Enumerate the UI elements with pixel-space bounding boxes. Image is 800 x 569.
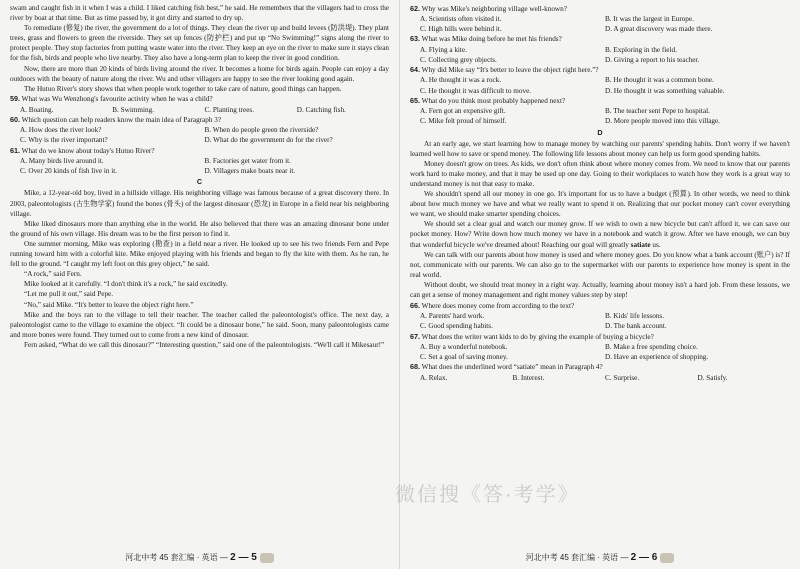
footer-separator: —: [618, 552, 631, 562]
question-stem: Which question can help readers know the main idea of Paragraph 3?: [21, 116, 222, 125]
paragraph-text: We should set a clear goal and watch our money grow. If we wish to own a new bicycle but can't afford it, we can save our pocket money. How? Write down how much money we have in a notebook and watch it grow. After we have enough, we can buy that wonderful bicycle we've dreamed about! Reaching our goal will greatly: [410, 220, 790, 249]
options: [410, 14, 790, 34]
option-c: C. High hills were behind it.: [420, 24, 502, 33]
page-number: 2 — 6: [630, 551, 658, 563]
question-62: [410, 4, 790, 34]
paragraph: Mike and the boys ran to the village to tell their teacher. The teacher called the paleontologist's office. The next day, a paleontologist came to the village to examine the object. “It could be a dinosaur bone,” he said. Soon, many paleontologists came and more bones were found. They turned out to come from a new kind of dinosaur.: [10, 310, 389, 339]
footer-book-title: 河北中考 45 套汇编 · 英语: [525, 552, 619, 562]
option-c: C. He thought it was difficult to move.: [420, 86, 532, 95]
question-59: [10, 94, 389, 114]
question-68: [410, 362, 790, 382]
option-b: B. Swimming.: [112, 105, 154, 114]
question-number: 64.: [410, 65, 420, 75]
option-d: D. Have an experience of shopping.: [605, 352, 709, 361]
paragraph: Mike liked dinosaurs more than anything else in the world. He also believed that there was an amazing dinosaur bone under the ground of his own village. His dream was to be the first person to find it.: [10, 219, 389, 238]
watermark: 微信搜《答·考学》: [395, 484, 580, 506]
question-number: 68.: [410, 362, 420, 372]
question-67: [410, 332, 790, 362]
question-60: [10, 115, 389, 145]
option-d: D. A great discovery was made there.: [605, 24, 713, 33]
options: [410, 106, 790, 126]
option-c: C. Why is the river important?: [20, 136, 108, 145]
paragraph: Mike, a 12-year-old boy, lived in a hillside village. His neighboring village was famous because of a great discovery there. In 2003, paleontologists (古生物学家) found the bones (骨头) of the largest dinosaur (恐龙) in Europe in a field near his neighboring village.: [10, 189, 389, 218]
question-stem: What does the writer want kids to do by giving the example of buying a bicycle?: [421, 332, 654, 341]
option-d: D. He thought it was something valuable.: [605, 86, 725, 95]
option-d: D. Giving a report to his teacher.: [605, 55, 700, 64]
question-number: 62.: [410, 3, 420, 13]
option-b: B. He thought it was a common bone.: [605, 76, 714, 85]
options: [10, 105, 389, 115]
option-d: D. Satisfy.: [697, 373, 728, 382]
page-number: 2 — 5: [230, 551, 257, 563]
question-stem: What do we know about today's Hutuo River?: [21, 147, 155, 156]
question-number: 66.: [410, 300, 420, 310]
paragraph: “No,” said Mike. “It's better to leave the object right here.”: [24, 300, 194, 309]
option-a: A. Flying a kite.: [420, 45, 467, 54]
options: [410, 342, 790, 362]
option-b: B. The teacher sent Pepe to hospital.: [605, 107, 710, 116]
options: [410, 75, 790, 95]
option-d: D. The bank account.: [605, 321, 667, 330]
question-number: 61.: [10, 146, 20, 156]
question-63: [410, 34, 790, 64]
option-a: A. Boating.: [20, 105, 54, 114]
paragraph: Mike looked at it carefully. “I don't think it's a rock,” he said excitedly.: [24, 280, 228, 289]
paragraph: We shouldn't spend all our money in one go. It's important for us to have a budget (预算). In other words, we need to think about how much money we have and what we really want to spend it on. Realizing that our pocket money can't cover everything we want, we should make smarter spending choices.: [410, 190, 790, 219]
option-a: A. Relax.: [420, 373, 448, 382]
option-d: D. What do the government do for the river?: [204, 136, 333, 145]
options: [410, 373, 790, 383]
question-stem: Why did Mike say “It's better to leave the object right here.”?: [421, 66, 599, 75]
option-c: C. Collecting grey objects.: [420, 55, 497, 64]
option-c: C. Surprise.: [605, 373, 640, 382]
page-footer: [0, 553, 399, 563]
options: [10, 156, 389, 176]
question-stem: What do you think most probably happened next?: [421, 97, 566, 106]
question-66: [410, 301, 790, 331]
footer-book-title: 河北中考 45 套汇编 · 英语: [125, 552, 218, 562]
section-heading-d: D: [597, 127, 603, 137]
option-b: B. It was the largest in Europe.: [605, 14, 694, 23]
question-stem: What was Wu Wenzhong's favourite activity when he was a child?: [21, 95, 213, 104]
paragraph: At an early age, we start learning how to manage money by watching our parents' spending habits. Don't worry if we haven't learned well how to save or spend money. The following life lessons about money can help us form good spending habits.: [410, 139, 790, 158]
question-61: [10, 146, 389, 176]
underlined-word: satiate: [630, 240, 651, 249]
page-footer: [400, 553, 800, 563]
question-64: [410, 65, 790, 95]
option-a: A. Scientists often visited it.: [420, 14, 502, 23]
paragraph: “A rock,” said Fern.: [24, 270, 82, 279]
paragraph: Without doubt, we should treat money in a right way. Actually, learning about money isn't a hard job. From these lessons, we can get a sense of money management and right money values step by step!: [410, 280, 790, 299]
option-c: C. Set a goal of saving money.: [420, 352, 508, 361]
options: [10, 125, 389, 145]
paragraph: We can talk with our parents about how money is used and where money goes. Do you know what a bank account (账户) is? If not, communicate with our parents. We can also go to the supermarket with our parents to experience how money is spent in the real world.: [410, 250, 790, 279]
options: [410, 45, 790, 65]
option-c: C. Mike felt proud of himself.: [420, 117, 507, 126]
question-stem: Why was Mike's neighboring village well-known?: [421, 4, 567, 13]
question-number: 59.: [10, 94, 20, 104]
paragraph: Fern asked, “What do we call this dinosaur?” “Interesting question,” said one of the paleontologists. “We'll call it Mikesaur!”: [24, 340, 385, 349]
paragraph: Money doesn't grow on trees. As kids, we don't often think about where money comes from. We need to know that our parents work hard to make money, and that it may be used up one day. Going to their workplaces to watch how they work is a great way to understand money is not that easy to make.: [410, 159, 790, 188]
question-stem: Where does money come from according to the text?: [421, 301, 575, 310]
question-number: 60.: [10, 115, 20, 125]
question-number: 67.: [410, 331, 420, 341]
option-b: B. Interest.: [512, 373, 545, 382]
footer-separator: —: [217, 552, 231, 562]
option-b: B. Factories get water from it.: [204, 157, 291, 166]
option-a: A. How does the river look?: [20, 126, 102, 135]
option-d: D. Catching fish.: [296, 105, 346, 114]
option-b: B. Kids' life lessons.: [605, 311, 664, 320]
paragraph: Now, there are more than 20 kinds of birds living around the river. It becomes a home for birds again. People can enjoy a day outdoors with the beauty of nature along the river. Wu and other villagers are happy to see the river looking good again.: [10, 64, 389, 83]
option-b: B. Exploring in the field.: [605, 45, 677, 54]
question-number: 65.: [410, 96, 420, 106]
option-a: A. Fern got an expensive gift.: [420, 107, 506, 116]
option-c: C. Good spending habits.: [420, 321, 493, 330]
paragraph: swam and caught fish in it when I was a child. I liked catching fish best,” he said. He remembers that the villagers had to cross the river by boat at that time. But as time passed by, it got dirty and started to dry up.: [10, 4, 389, 23]
question-65: [410, 96, 790, 126]
option-a: A. Buy a wonderful notebook.: [420, 342, 508, 351]
option-d: D. More people moved into this village.: [605, 117, 720, 126]
option-c: C. Over 20 kinds of fish live in it.: [20, 167, 118, 176]
option-b: B. Make a free spending choice.: [605, 342, 698, 351]
question-stem: What does the underlined word “satiate” mean in Paragraph 4?: [421, 363, 603, 372]
logo-icon: [260, 553, 274, 563]
paragraph-4: [410, 219, 790, 249]
question-number: 63.: [410, 34, 420, 44]
option-a: A. Many birds live around it.: [20, 157, 104, 166]
options: [410, 311, 790, 331]
option-a: A. He thought it was a rock.: [420, 76, 502, 85]
question-stem: What was Mike doing before he met his friends?: [421, 35, 562, 44]
paragraph: “Let me pull it out,” said Pepe.: [24, 290, 114, 299]
option-b: B. When do people green the riverside?: [204, 126, 319, 135]
section-heading-c: C: [196, 177, 203, 187]
option-d: D. Villagers make boats near it.: [204, 167, 296, 176]
logo-icon: [660, 553, 674, 563]
option-a: A. Parents' hard work.: [420, 311, 485, 320]
option-c: C. Planting trees.: [204, 105, 255, 114]
paragraph: To remediate (修复) the river, the government do a lot of things. They clean the river up and build levees (防洪堤). They plant trees, grass and flowers to green the riverside. They set up fences (防护栏) and put up “No Swimming!” signs along the river to protect people. They stop factories from putting waste water into the river. They keep an eye on the river to make sure it stays clean for the fish, birds and people who live nearby. They also have a long-term plan to keep the river in good condition.: [10, 24, 389, 63]
paragraph-text: us.: [650, 240, 661, 249]
paragraph: The Hutuo River's story shows that when people work together to take care of nature, good things can happen.: [24, 84, 342, 93]
paragraph: One summer morning, Mike was exploring (勘查) in a field near a river. He looked up to see his two friends Fern and Pepe running toward him with a colorful kite. Mike enjoyed playing with his friends and began to fly the kite with them. As he ran, he fell to the ground. “I caught my left foot on this grey object,” he said.: [10, 239, 389, 269]
